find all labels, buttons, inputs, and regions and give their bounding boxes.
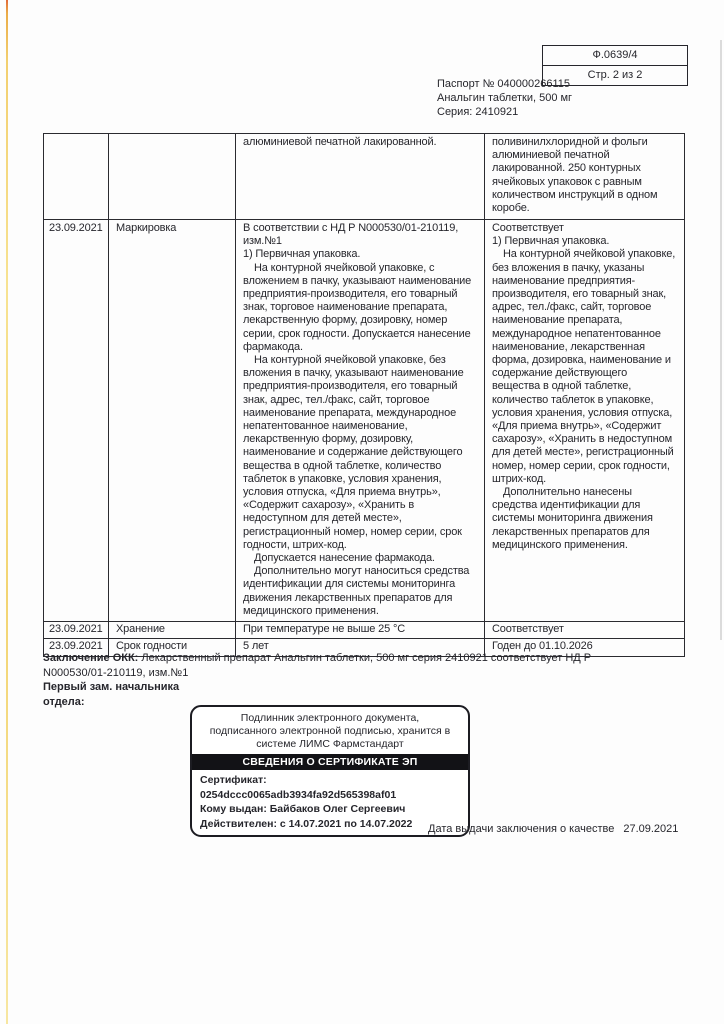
marking-result-text: Соответствует 1) Первичная упаковка. На контурной ячейковой упаковке, без вложения в пачку, указаны наименование предприятия-производителя, его товарный знак, адрес, тел./факс, сайт, торговое наименование препарата, международное непатентованное наименование, лекарственная форма, дозировка, наименование и содержание действующего вещества в одной таблетке, количество таблеток в упаковке, условия хранения, условия отпуска, «Для приема внутрь», «Содержит сахарозу», «Хранить в недоступном для детей месте», регистрационный номер, номер серии, срок годности, штрих-код. Дополнительно нанесены средства идентификации для системы мониторинга движения лекарственных препаратов для медицинского применения. bbox=[492, 222, 676, 551]
issue-date-label: Дата выдачи заключения о качестве bbox=[428, 823, 615, 835]
electronic-signature-stamp bbox=[190, 705, 470, 837]
certificate-validity: Действителен: с 14.07.2021 по 14.07.2022 bbox=[200, 817, 413, 830]
shelf-life-requirement-cell: 5 лет bbox=[236, 639, 485, 656]
page-indicator: Стр. 2 из 2 bbox=[543, 65, 687, 85]
issue-date-value: 27.09.2021 bbox=[623, 823, 679, 835]
stamp-description bbox=[192, 707, 468, 754]
conclusion-label: Заключение ОКК: bbox=[43, 652, 139, 664]
okk-conclusion bbox=[43, 651, 639, 709]
table-row-marking bbox=[44, 220, 685, 622]
certificate-issued-to: Кому выдан: Байбаков Олег Сергеевич bbox=[200, 803, 406, 815]
stamp-line3: системе ЛИМС Фармстандарт bbox=[256, 738, 404, 750]
issue-date-line bbox=[428, 823, 678, 835]
quality-control-table bbox=[43, 133, 685, 657]
table-row-continuation bbox=[44, 134, 685, 220]
certificate-id: Сертификат: 0254dccc0065adb3934fa92d565398af01 bbox=[200, 774, 397, 801]
continuation-requirement-cell: алюминиевой печатной лакированной. bbox=[236, 134, 485, 220]
marking-requirement-text: В соответствии с НД Р N000530/01-210119, изм.№1 1) Первичная упаковка. На контурной ячейковой упаковке, с вложением в пачку, указывают наименование предприятия-производителя, его товарный знак, торговое наименование препарата, лекарственную форму, дозировку, номер серии, срок годности. Допускается нанесение фармакода. На контурной ячейковой упаковке, без вложения в пачку, указывают наименование предприятия-производителя, его товарный знак, адрес, тел./факс, сайт, торговое наименование препарата, международное непатентованное наименование, лекарственную форму, дозировку, наименование и содержание действующего вещества в одной таблетке, количество таблеток в упаковке, условия хранения, условия отпуска, «Для приема внутрь», «Содержит сахарозу», «Хранить в недоступном для детей месте», регистрационный номер, номер серии, срок годности, штрих-код. Допускается нанесение фармакода. Дополнительно могут наноситься средства идентификации для системы мониторинга движения лекарственных препаратов для медицинского применения. bbox=[243, 222, 472, 617]
marking-date-cell: 23.09.2021 bbox=[44, 220, 109, 622]
signer-title-line1: Первый зам. начальника bbox=[43, 681, 180, 693]
stamp-line2: подписанного электронной подписью, хранится в bbox=[209, 725, 451, 737]
form-number: Ф.0639/4 bbox=[592, 49, 638, 61]
storage-requirement-cell: При температуре не выше 25 °С bbox=[236, 622, 485, 639]
shelf-life-parameter-cell: Срок годности bbox=[109, 639, 236, 656]
conclusion-line bbox=[43, 651, 639, 680]
shelf-life-result-cell: Годен до 01.10.2026 bbox=[485, 639, 685, 656]
continuation-parameter-cell bbox=[109, 134, 236, 220]
storage-date-cell: 23.09.2021 bbox=[44, 622, 109, 639]
right-scan-edge-line bbox=[720, 40, 722, 640]
stamp-line1: Подлинник электронного документа, bbox=[240, 712, 420, 724]
storage-result-cell: Соответствует bbox=[485, 622, 685, 639]
passport-header bbox=[437, 77, 572, 119]
marking-parameter-cell: Маркировка bbox=[109, 220, 236, 622]
left-scan-fold-line bbox=[6, 0, 8, 1024]
storage-parameter-cell: Хранение bbox=[109, 622, 236, 639]
continuation-date-cell bbox=[44, 134, 109, 220]
shelf-life-date-cell: 23.09.2021 bbox=[44, 639, 109, 656]
certificate-details bbox=[192, 770, 468, 835]
product-name: Анальгин таблетки, 500 мг bbox=[437, 92, 573, 104]
certificate-info-band: СВЕДЕНИЯ О СЕРТИФИКАТЕ ЭП bbox=[192, 754, 468, 770]
conclusion-text: Лекарственный препарат Анальгин таблетки, 500 мг серия 2410921 соответствует НД Р N000530/01-210119, изм.№1 bbox=[43, 652, 592, 679]
passport-number: Паспорт № 040000266115 bbox=[437, 78, 571, 90]
table-row-storage bbox=[44, 622, 685, 639]
signer-title-line2: отдела: bbox=[43, 695, 85, 708]
continuation-result-cell: поливинилхлоридной и фольги алюминиевой печатной лакированной. 250 контурных ячейковых упаковок с равным количеством инструкций в одном коробе. bbox=[485, 134, 685, 220]
series-number: Серия: 2410921 bbox=[437, 106, 519, 118]
